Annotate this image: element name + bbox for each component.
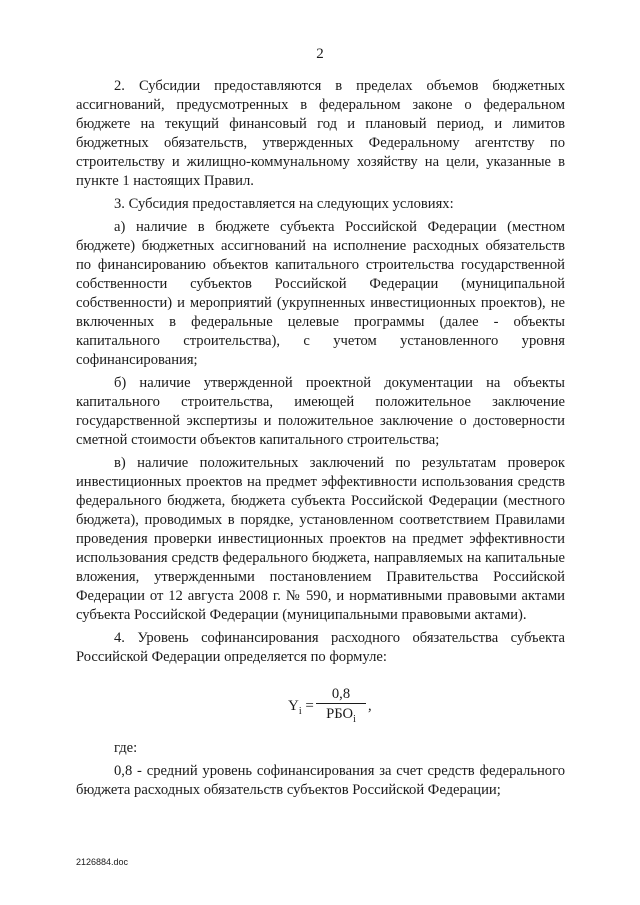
formula-denominator: $РБО_i$: [326, 706, 356, 725]
document-filename: 2126884.doc: [76, 857, 129, 867]
paragraph-3c: в) наличие положительных заключений по результатам проверок инвестиционных проектов на предмет эффективности использования средств федерального бюджета, бюджета субъекта Российской Федерации (местного бюджета), проводимых в порядке, установленном соответствием Правилами проведения проверки инвестиционных проектов на предмет эффективности использования средств федерального бюджета, направляемых на капитальные вложения, утвержденными постановлением Правительства Российской Федерации от 12 августа 2008 г. № 590, и нормативными правовыми актами субъекта Российской Федерации (муниципальными правовыми актами).: [76, 455, 565, 623]
where-label: где:: [114, 740, 138, 756]
paragraph-3b: б) наличие утвержденной проектной документации на объекты капитального строительства, имеющей положительное заключение государственной экспертизы и положительное заключение о достоверности сметной стоимости объектов капитального строительства;: [76, 375, 565, 448]
paragraph-3: 3. Субсидия предоставляется на следующих условиях:: [114, 196, 454, 212]
paragraph-3a: а) наличие в бюджете субъекта Российской Федерации (местном бюджете) бюджетных ассигнований на исполнение расходных обязательств по финансированию объектов капитального строительства государственной собственности субъектов Российской Федерации (муниципальной собственности) и мероприятий (укрупненных инвестиционных проектов), не включенных в федеральные целевые программы (далее - объекты капитального строительства), с учетом установленного уровня софинансирования;: [76, 219, 565, 368]
page-number: 2: [316, 46, 324, 62]
formula-comma: ,: [368, 698, 372, 714]
formula-numerator: 0,8: [316, 685, 366, 704]
paragraph-4: 4. Уровень софинансирования расходного обязательства субъекта Российской Федерации определяется по формуле:: [76, 630, 565, 665]
cofinancing-formula: [76, 685, 565, 725]
formula-lhs: $Y_i$ =: [288, 698, 314, 717]
definition-paragraph: 0,8 - средний уровень софинансирования за счет средств федерального бюджета расходных обязательств субъектов Российской Федерации;: [76, 763, 565, 798]
formula-fraction: [316, 685, 366, 730]
document-body: [76, 77, 565, 804]
paragraph-2: 2. Субсидии предоставляются в пределах объемов бюджетных ассигнований, предусмотренных в федеральном законе о федеральном бюджете на текущий финансовый год и плановый период, и лимитов бюджетных обязательств, утвержденных Федеральному агентству по строительству и жилищно-коммунальному хозяйству на цели, указанные в пункте 1 настоящих Правил.: [76, 78, 565, 189]
